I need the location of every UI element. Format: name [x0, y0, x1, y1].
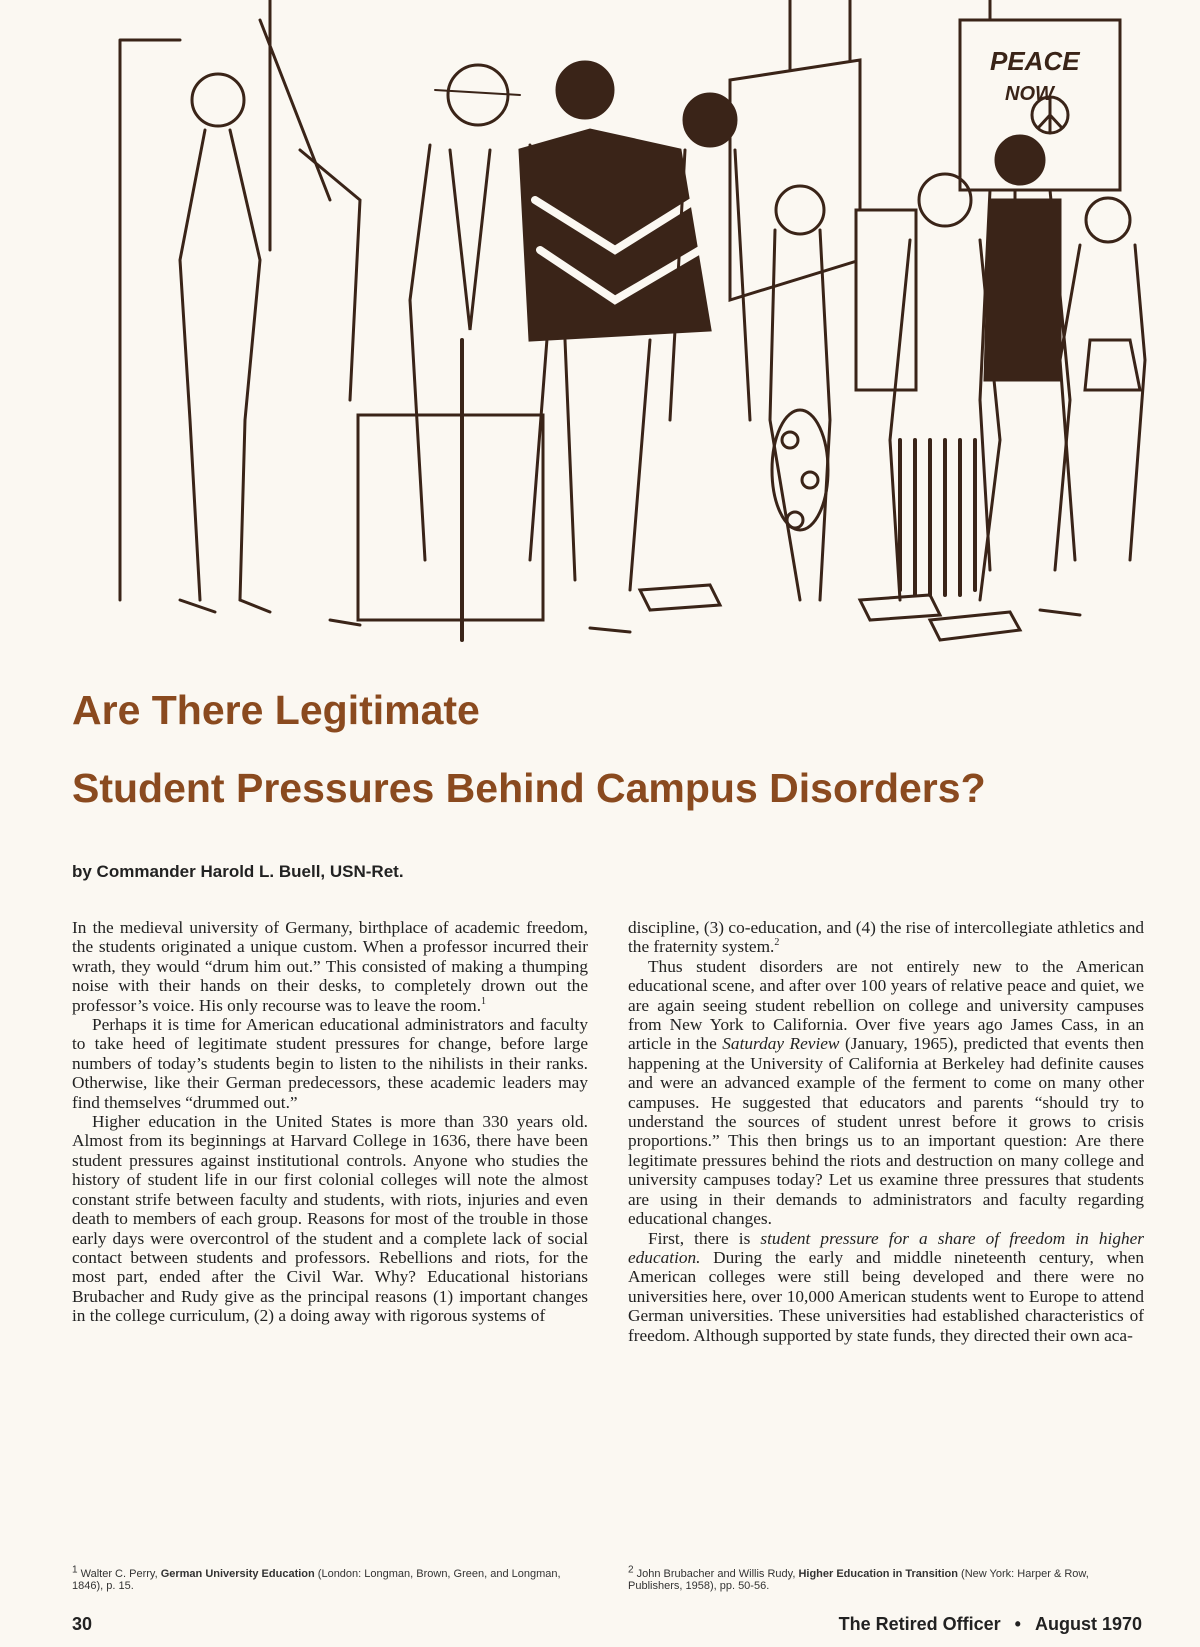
paragraph: Perhaps it is time for American educational administrators and faculty to take heed of legitimate student pressures for change, before large numbers of today’s students begin to listen to the nihilists in their ranks. Otherwise, like their German predecessors, these academic leaders may find themselves “drummed out.” — [72, 1015, 588, 1112]
footnote-2: $^2$ John Brubacher and Willis Rudy, Higher Education in Transition (New York: Harper & Row, Publishers, 1958), pp. 50-56. — [628, 1564, 1089, 1592]
footnote-ref-1: 1 — [481, 995, 487, 1007]
publication-title: Saturday Review — [722, 1034, 840, 1054]
emphasis: student pressure for a share of freedom in higher education. — [628, 1228, 1144, 1267]
sign-text-peace: PEACE — [990, 46, 1080, 76]
protest-crowd-illustration-icon — [30, 0, 1200, 665]
page-number: 30 — [72, 1614, 93, 1634]
right-column — [628, 918, 1144, 1345]
footnote-1: $^1$ Walter C. Perry, German University Education (London: Longman, Brown, Green, and Longman, 1846), p. 15. — [72, 1564, 561, 1592]
publication-name: The Retired Officer — [838, 1614, 1001, 1634]
paragraph: Higher education in the United States is more than 330 years old. Almost from its beginnings at Harvard College in 1636, there have been student pressures against institutional controls. Anyone who studies the history of student life in our first colonial colleges will note the almost constant strife between faculty and students, with riots, injuries and even death to members of each group. Reasons for most of the trouble in those early days were overcontrol of the student and a complete lack of social contact between students and professors. Rebellions and riots, for the most part, ended after the Civil War. Why? Educational historians Brubacher and Rudy give as the principal reasons (1) important changes in the college curriculum, (2) a doing away with rigorous systems of — [72, 1112, 588, 1326]
sign-text-now: NOW — [1005, 83, 1054, 105]
article-title-line-2: Student Pressures Behind Campus Disorders? — [72, 765, 986, 811]
paragraph: discipline, (3) co-education, and (4) the rise of intercollegiate athletics and the fraternity system.$^2$ — [628, 918, 1144, 957]
left-column — [72, 918, 588, 1326]
paragraph: Thus student disorders are not entirely new to the American educational scene, and after over 100 years of relative peace and quiet, we are again seeing student rebellion on college and university campuses from New York to California. Over five years ago James Cass, in an article in the Saturday Review (January, 1965), predicted that events then happening at the University of California at Berkeley had definite causes and were an advanced example of the ferment to come on many other campuses. He suggested that educators and parents “should try to understand the sources of student unrest before it grows to crisis proportions.” This then brings us to an important question: Are there legitimate pressures behind the riots and destruction on many college and university campuses today? Let us examine three pressures that students are using in their demands to administrators and faculty regarding educational changes. — [628, 956, 1144, 1229]
protest-crowd-illustration — [30, 0, 1200, 665]
issue-date: August 1970 — [1034, 1614, 1142, 1634]
bullet-separator: • — [1014, 1614, 1021, 1634]
article-title-line-1: Are There Legitimate — [72, 687, 480, 733]
paragraph: In the medieval university of Germany, birthplace of academic freedom, the students originated a unique custom. When a professor incurred their wrath, they would “drum him out.” This consisted of making a thumping noise with their hands on their desks, to completely drown out the professor’s voice. His only recourse was to leave the room.$^1$ — [72, 918, 588, 1015]
footnote-ref-2: 2 — [774, 937, 780, 949]
byline: by Commander Harold L. Buell, USN-Ret. — [72, 862, 404, 881]
paragraph: First, there is student pressure for a share of freedom in higher education. During the early and middle nineteenth century, when American colleges were still being developed and there were no universities here, over 10,000 American students went to Europe to attend German universities. These universities had established characteristics of freedom. Although supported by state funds, they directed their own aca- — [628, 1228, 1144, 1345]
running-footer — [839, 1614, 1142, 1635]
